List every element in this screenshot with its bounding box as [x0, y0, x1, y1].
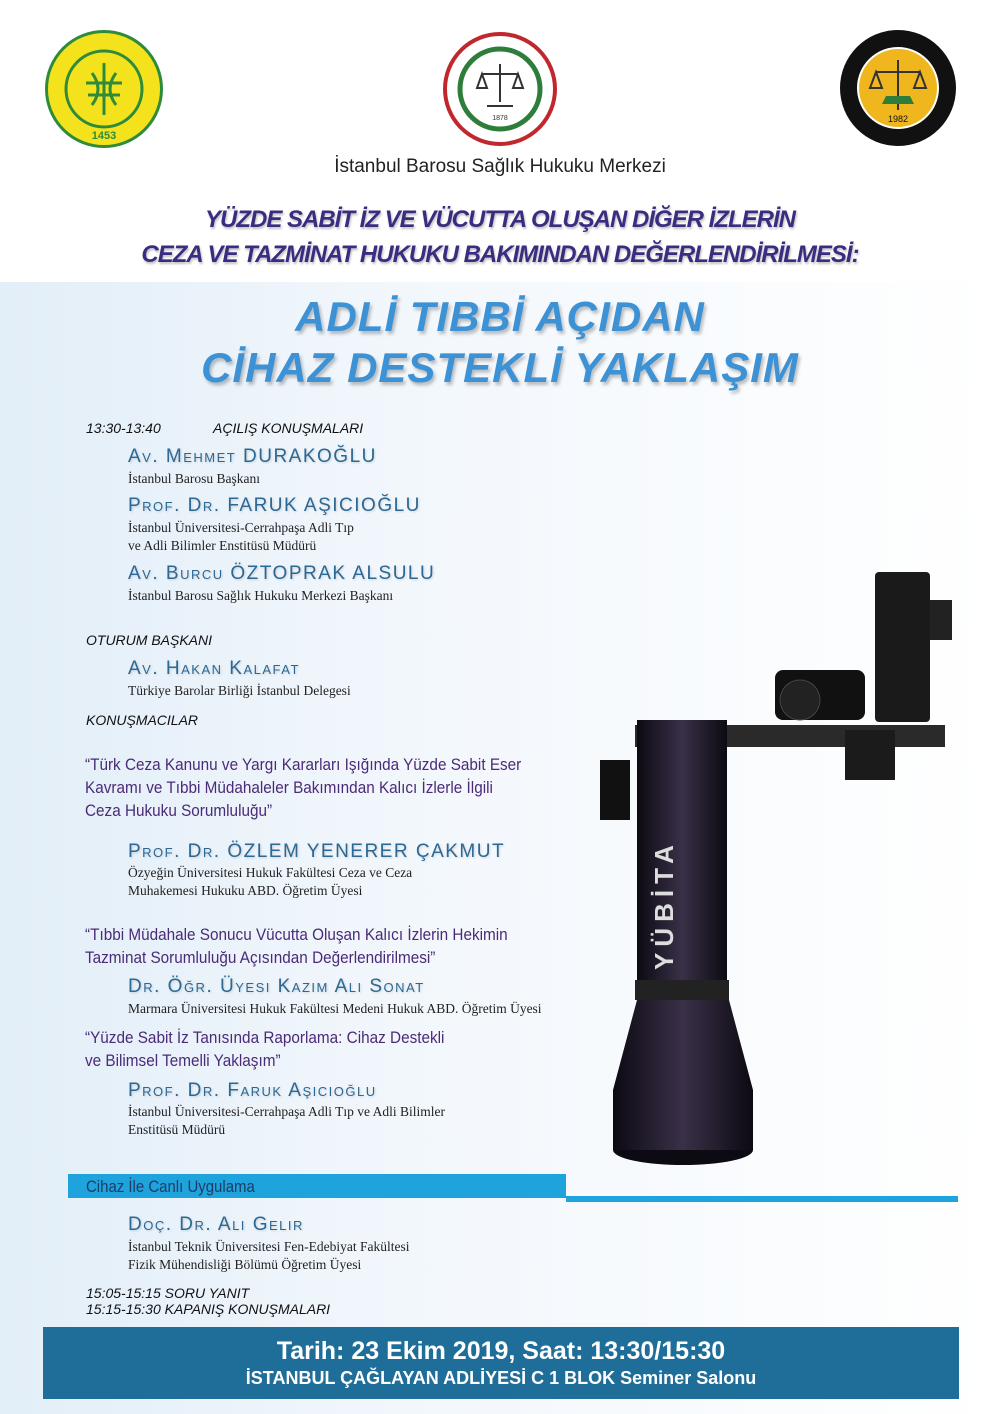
- svg-text:1453: 1453: [91, 130, 117, 142]
- live-demo-label: Cihaz İle Canlı Uygulama: [86, 1177, 255, 1196]
- speaker-desc: İstanbul Teknik Üniversitesi Fen-Edebiyat Fakültesi: [128, 1239, 410, 1254]
- speakers-label: KONUŞMACILAR: [86, 712, 199, 728]
- speaker-name: Av. Mehmet DURAKOĞLU: [128, 446, 377, 467]
- speaker-name: Doç. Dr. Alı Gelir: [128, 1214, 304, 1235]
- talk-title: Tazminat Sorumluluğu Açısından Değerlendirilmesi”: [85, 948, 436, 967]
- speaker-name: Av. Burcu ÖZTOPRAK ALSULU: [128, 563, 436, 584]
- svg-text:1982: 1982: [887, 114, 909, 124]
- speaker-desc: İstanbul Üniversitesi-Cerrahpaşa Adli Tıp ve Adli Bilimler: [128, 1104, 445, 1119]
- organizer-name: İstanbul Barosu Sağlık Hukuku Merkezi: [334, 156, 666, 177]
- live-demo-divider: [566, 1196, 958, 1202]
- istanbul-barosu-logo: [443, 32, 557, 146]
- speaker-desc: ve Adli Bilimler Enstitüsü Müdürü: [128, 538, 317, 553]
- talk-title: “Tıbbi Müdahale Sonucu Vücutta Oluşan Kalıcı İzlerin Hekimin: [85, 925, 508, 944]
- chair-name: Av. Hakan Kalafat: [128, 658, 300, 679]
- opening-time: 13:30-13:40: [86, 420, 161, 436]
- speaker-name: Dr. Öğr. Üyesi Kazım Alı Sonat: [128, 976, 425, 997]
- speaker-desc: İstanbul Üniversitesi-Cerrahpaşa Adli Tıp: [128, 520, 354, 535]
- talk-title: Ceza Hukuku Sorumluluğu”: [85, 801, 273, 820]
- event-location: İSTANBUL ÇAĞLAYAN ADLİYESİ C 1 BLOK Seminer Salonu: [245, 1368, 757, 1388]
- chair-label: OTURUM BAŞKANI: [86, 632, 213, 648]
- svg-text:1878: 1878: [492, 115, 508, 122]
- subtitle-line-2: CEZA VE TAZMİNAT HUKUKU BAKIMINDAN DEĞERLENDİRİLMESİ:: [141, 241, 859, 268]
- speaker-desc: İstanbul Barosu Başkanı: [128, 471, 260, 486]
- chair-desc: Türkiye Barolar Birliği İstanbul Delegesi: [128, 683, 351, 698]
- main-title-line-2: CİHAZ DESTEKLİ YAKLAŞIM: [201, 344, 799, 391]
- device-brand-text: YÜBİTA: [649, 839, 679, 970]
- closing-item: 15:15-15:30 KAPANIŞ KONUŞMALARI: [86, 1301, 331, 1317]
- yubita-device-image: [595, 570, 965, 1175]
- event-date-time: Tarih: 23 Ekim 2019, Saat: 13:30/15:30: [276, 1337, 726, 1365]
- speaker-name: Prof. Dr. FARUK AŞICIOĞLU: [128, 495, 421, 516]
- speaker-desc: İstanbul Barosu Sağlık Hukuku Merkezi Başkanı: [128, 588, 394, 603]
- main-title-line-1: ADLİ TIBBİ AÇIDAN: [295, 293, 705, 340]
- talk-title: Kavramı ve Tıbbi Müdahaleler Bakımından Kalıcı İzlerle İlgili: [85, 778, 493, 797]
- speaker-desc: Enstitüsü Müdürü: [128, 1122, 226, 1137]
- speaker-desc: Özyeğin Üniversitesi Hukuk Fakültesi Ceza ve Ceza: [128, 865, 413, 880]
- speaker-desc: Marmara Üniversitesi Hukuk Fakültesi Medeni Hukuk ABD. Öğretim Üyesi: [128, 1001, 542, 1016]
- speaker-name: Prof. Dr. ÖZLEM YENERER ÇAKMUT: [128, 841, 506, 862]
- speaker-desc: Muhakemesi Hukuku ABD. Öğretim Üyesi: [128, 883, 363, 898]
- talk-title: “Türk Ceza Kanunu ve Yargı Kararları Işığında Yüzde Sabit Eser: [85, 755, 522, 774]
- speaker-name: Prof. Dr. Faruk Aşıcıoğlu: [128, 1080, 377, 1101]
- event-info-banner: [43, 1327, 959, 1399]
- subtitle-line-1: YÜZDE SABİT İZ VE VÜCUTTA OLUŞAN DİĞER İZLERİN: [204, 206, 795, 233]
- speaker-desc: Fizik Mühendisliği Bölümü Öğretim Üyesi: [128, 1257, 362, 1272]
- closing-item: 15:05-15:15 SORU YANIT: [86, 1285, 250, 1301]
- opening-label: AÇILIŞ KONUŞMALARI: [213, 420, 364, 436]
- istanbul-universitesi-logo: [45, 30, 163, 148]
- talk-title: “Yüzde Sabit İz Tanısında Raporlama: Cihaz Destekli: [85, 1028, 445, 1047]
- talk-title: ve Bilimsel Temelli Yaklaşım”: [85, 1051, 281, 1070]
- adli-tip-enstitusu-logo: [840, 30, 956, 146]
